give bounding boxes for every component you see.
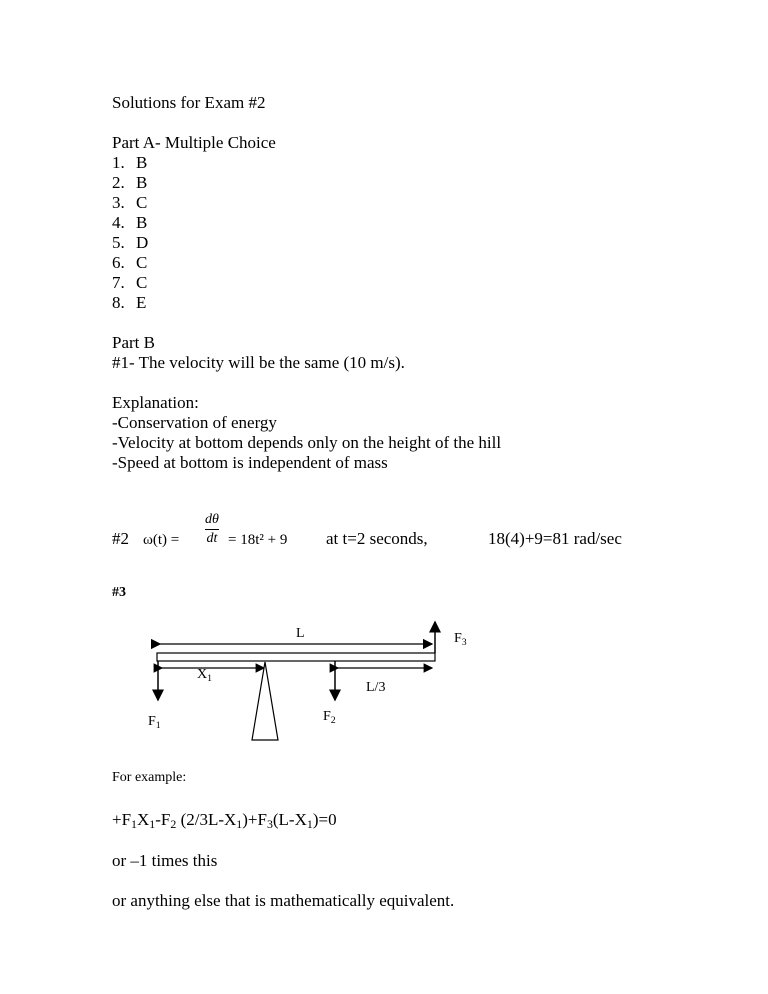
list-item: 7. C — [112, 273, 148, 292]
explanation-heading: Explanation: — [112, 393, 199, 412]
list-item: 4. B — [112, 213, 148, 232]
q2-label: #2 — [112, 529, 129, 548]
q3-label: #3 — [112, 585, 126, 600]
page-title: Solutions for Exam #2 — [112, 93, 266, 112]
q1-answer: #1- The velocity will be the same (10 m/s). — [112, 353, 405, 372]
list-item: 3. C — [112, 193, 148, 212]
example-label: For example: — [112, 770, 187, 785]
list-item: 1. B — [112, 153, 148, 172]
explanation-item: -Speed at bottom is independent of mass — [112, 453, 388, 472]
q3-equation: $+F_1X_1-F_2$ $(2/3L-X_1)+F_3(L-X_1)=0$ — [112, 810, 337, 831]
fulcrum — [252, 662, 278, 740]
label-f2: $F_2$ — [323, 709, 336, 726]
q2-rhs: = 18t² + 9 — [228, 532, 288, 548]
list-item: 5. D — [112, 233, 149, 252]
beam — [157, 653, 435, 661]
label-l: L — [296, 626, 305, 641]
alt-1: or –1 times this — [112, 851, 218, 870]
q2-condition: at t=2 seconds, — [326, 529, 428, 548]
q2-derivative: dθ dt — [205, 512, 219, 546]
label-l3: L/3 — [366, 680, 386, 695]
list-item: 6. C — [112, 253, 148, 272]
part-b-heading: Part B — [112, 333, 155, 352]
explanation-item: -Velocity at bottom depends only on the height of the hill — [112, 433, 502, 452]
explanation-item: -Conservation of energy — [112, 413, 277, 432]
list-item: 8. E — [112, 293, 147, 312]
q2-lhs: ω(t) = — [143, 532, 180, 548]
list-item: 2. B — [112, 173, 148, 192]
label-x1: $X_1$ — [197, 667, 213, 684]
alt-2: or anything else that is mathematically equivalent. — [112, 891, 455, 910]
label-f3: $F_3$ — [454, 631, 467, 648]
part-a-heading: Part A- Multiple Choice — [112, 133, 276, 152]
q2-result: 18(4)+9=81 rad/sec — [488, 529, 622, 548]
label-f1: $F_1$ — [148, 714, 161, 731]
